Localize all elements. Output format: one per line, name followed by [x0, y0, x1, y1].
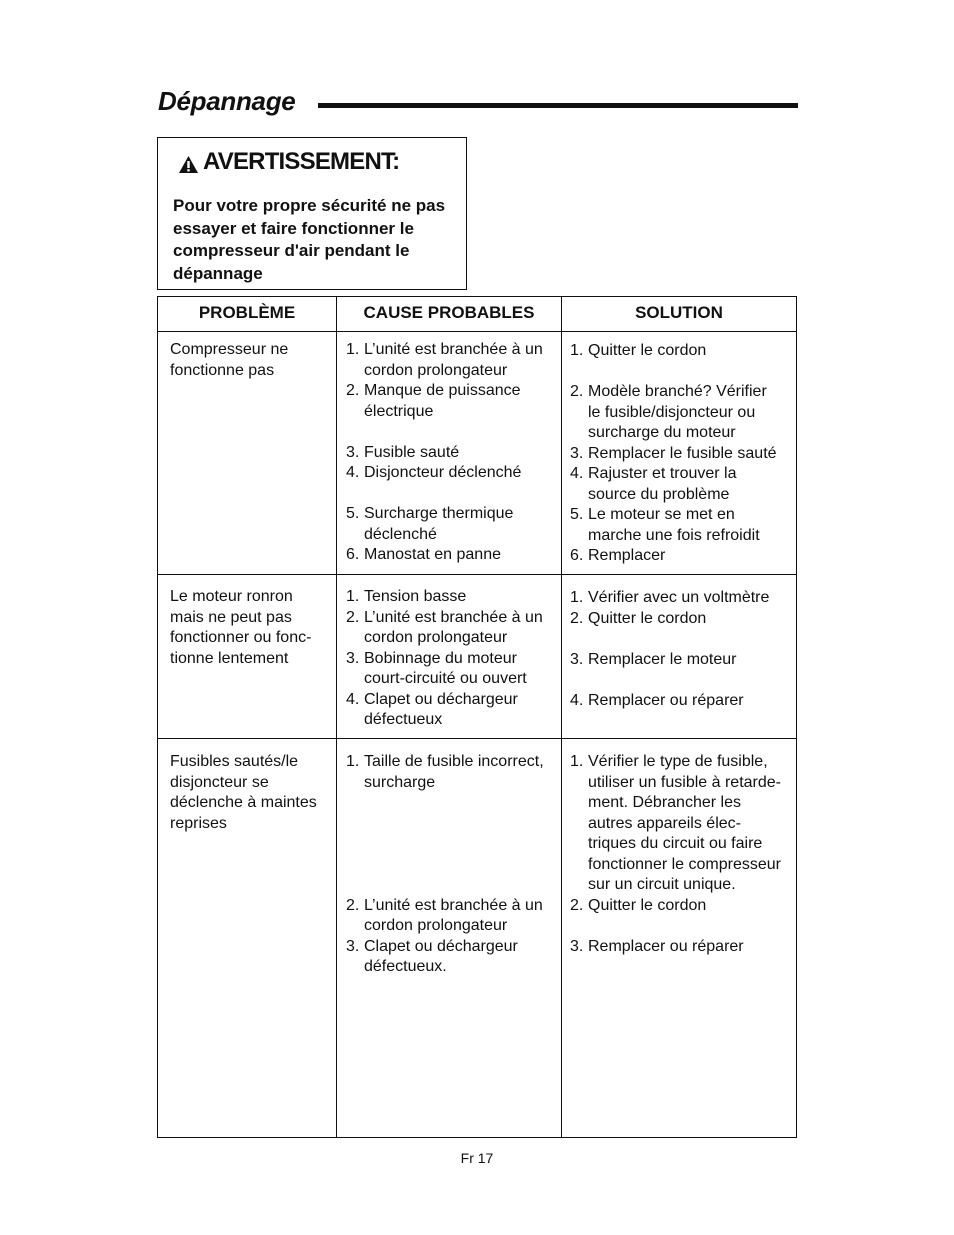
- solution-item: [570, 691, 794, 712]
- cause-item: [346, 587, 558, 608]
- cause-item: [346, 649, 558, 690]
- item-number: 2.: [346, 382, 360, 399]
- cause-item: [346, 937, 558, 978]
- item-number: 4.: [346, 690, 360, 708]
- cause-item: [346, 443, 558, 464]
- item-number: 1.: [570, 589, 584, 606]
- solution-item: [570, 546, 794, 567]
- item-number: 4.: [570, 691, 584, 709]
- item-number: 2.: [570, 383, 584, 400]
- item-text: Surcharge thermique déclenché: [364, 505, 514, 543]
- item-text: Remplacer: [588, 547, 666, 564]
- warning-text: Pour votre propre sécurité ne pas essayer et faire fonctionner le compresseur d'air pendant le dépannage: [173, 196, 446, 283]
- row-divider: [158, 574, 796, 575]
- header-problem: PROBLÈME: [198, 303, 296, 322]
- solution-item: [570, 937, 794, 958]
- item-number: 6.: [570, 547, 584, 564]
- item-number: 5.: [346, 505, 360, 522]
- item-text: Taille de fusible incorrect, surcharge: [364, 753, 544, 791]
- item-text: Remplacer ou réparer: [588, 691, 744, 709]
- item-text: Modèle branché? Vérifier le fusible/disjoncteur ou surcharge du moteur: [588, 383, 767, 441]
- item-text: Vérifier avec un voltmètre: [588, 589, 770, 606]
- solution-item: [570, 588, 794, 609]
- item-number: 1.: [570, 753, 584, 770]
- cause-item: [346, 608, 558, 649]
- solution-list: [570, 341, 794, 567]
- item-text: Remplacer le moteur: [588, 650, 737, 668]
- item-number: 1.: [346, 588, 360, 605]
- item-text: Manque de puissance électrique: [364, 382, 521, 420]
- solution-item: [570, 752, 794, 896]
- item-number: 3.: [346, 443, 360, 461]
- item-text: Le moteur se met en marche une fois refroidit: [588, 506, 760, 544]
- header-solution: SOLUTION: [635, 303, 723, 322]
- item-number: 1.: [346, 753, 360, 770]
- item-number: 3.: [570, 937, 584, 955]
- page-header: [158, 86, 798, 126]
- page-title: Dépannage: [158, 86, 296, 116]
- solution-item: [570, 650, 794, 671]
- item-number: 1.: [346, 341, 360, 358]
- item-number: 2.: [570, 896, 584, 914]
- header-rule: [158, 331, 796, 332]
- item-text: L’unité est branchée à un cordon prolongateur: [364, 608, 543, 646]
- item-number: 3.: [346, 649, 360, 667]
- solution-list: [570, 588, 794, 711]
- cause-item: [346, 504, 558, 545]
- solution-item: [570, 382, 794, 444]
- item-number: 4.: [346, 464, 360, 481]
- cause-item: [346, 545, 558, 566]
- item-text: Manostat en panne: [364, 546, 501, 563]
- cause-item: [346, 381, 558, 422]
- item-text: Vérifier le type de fusible, utiliser un fusible à retarde- ment. Débrancher les autres appareils élec- triques du circuit ou faire fonctionner le compresseur sur un circuit unique.: [588, 753, 781, 893]
- item-number: 2.: [346, 896, 360, 914]
- item-text: Clapet ou déchargeur défectueux.: [364, 937, 518, 975]
- column-divider: [561, 297, 562, 1137]
- warning-box: [157, 137, 467, 290]
- solution-item: [570, 444, 794, 465]
- solution-item: [570, 341, 794, 362]
- solution-item: [570, 896, 794, 917]
- item-text: Bobinnage du moteur court-circuité ou ouvert: [364, 649, 527, 687]
- item-text: Remplacer ou réparer: [588, 937, 744, 955]
- solution-list: [570, 752, 794, 957]
- cause-list: [346, 752, 558, 978]
- cause-list: [346, 587, 558, 731]
- item-text: Quitter le cordon: [588, 342, 707, 359]
- problem-cell: Compresseur ne fonctionne pas: [170, 341, 289, 379]
- item-number: 4.: [570, 465, 584, 482]
- cause-item: [346, 690, 558, 731]
- troubleshooting-table: [157, 296, 797, 1138]
- item-text: Tension basse: [364, 588, 467, 605]
- item-text: Clapet ou déchargeur défectueux: [364, 690, 518, 728]
- solution-item: [570, 609, 794, 630]
- solution-item: [570, 464, 794, 505]
- cause-item: [346, 463, 558, 484]
- item-number: 3.: [346, 937, 360, 955]
- cause-item: [346, 896, 558, 937]
- warning-triangle-icon: [178, 153, 199, 172]
- item-number: 2.: [346, 608, 360, 626]
- item-text: Quitter le cordon: [588, 896, 707, 914]
- title-rule: [318, 103, 798, 108]
- problem-cell: Fusibles sautés/le disjoncteur se déclenche à maintes reprises: [170, 753, 317, 832]
- item-number: 5.: [570, 506, 584, 523]
- page-number: Fr 17: [460, 1150, 494, 1166]
- item-text: Fusible sauté: [364, 443, 460, 461]
- warning-heading: [178, 148, 399, 176]
- column-divider: [336, 297, 337, 1137]
- warning-heading-text: AVERTISSEMENT:: [203, 148, 400, 175]
- row-divider: [158, 738, 796, 739]
- header-cause: CAUSE PROBABLES: [363, 303, 535, 322]
- item-number: 1.: [570, 342, 584, 359]
- cause-item: [346, 752, 558, 793]
- item-text: L’unité est branchée à un cordon prolongateur: [364, 896, 543, 934]
- item-number: 3.: [570, 444, 584, 462]
- item-text: L’unité est branchée à un cordon prolongateur: [364, 341, 543, 379]
- item-number: 2.: [570, 609, 584, 627]
- problem-cell: Le moteur ronron mais ne peut pas fonctionner ou fonc- tionne lentement: [170, 588, 312, 667]
- cause-item: [346, 340, 558, 381]
- item-text: Disjoncteur déclenché: [364, 464, 522, 481]
- item-number: 6.: [346, 546, 360, 563]
- cause-list: [346, 340, 558, 566]
- solution-item: [570, 505, 794, 546]
- item-text: Quitter le cordon: [588, 609, 707, 627]
- item-number: 3.: [570, 650, 584, 668]
- item-text: Rajuster et trouver la source du problème: [588, 465, 737, 503]
- item-text: Remplacer le fusible sauté: [588, 444, 777, 462]
